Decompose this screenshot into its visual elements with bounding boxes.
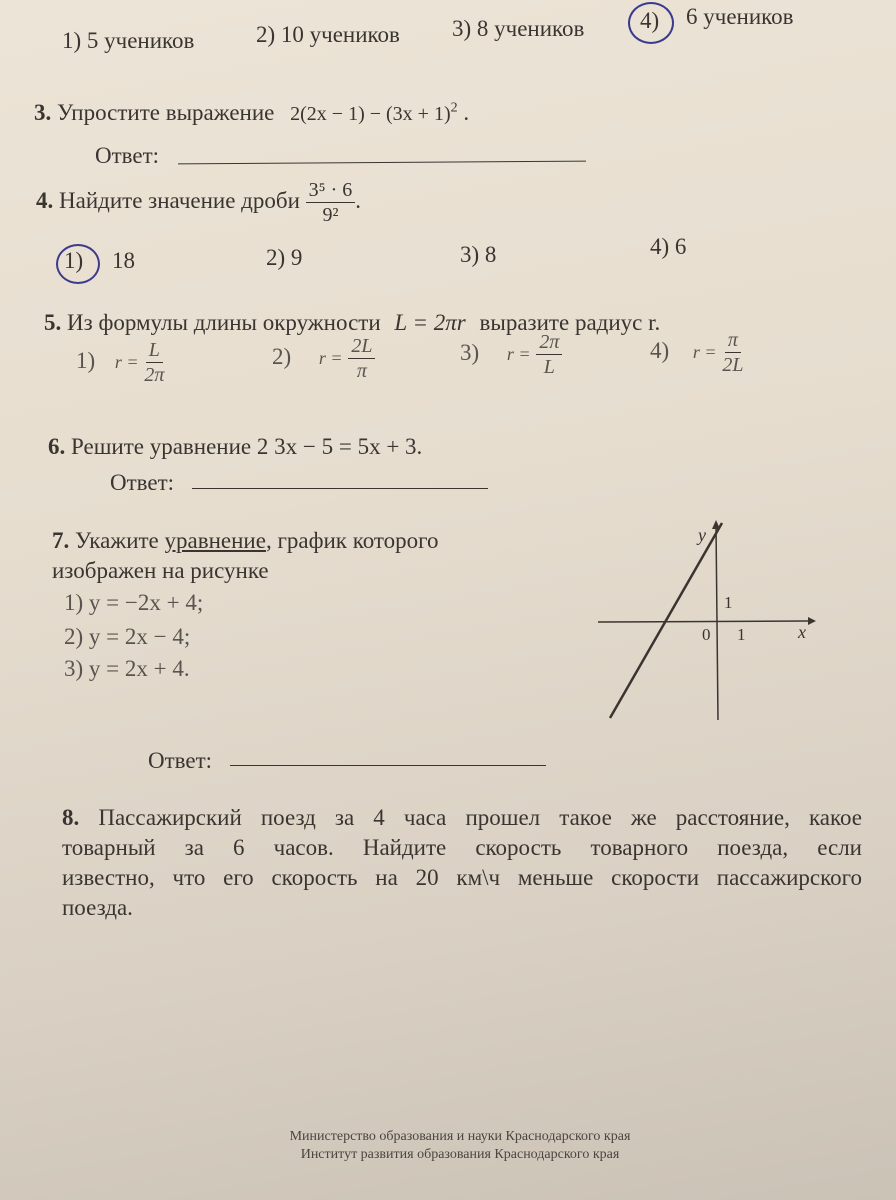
footer-line: Институт развития образования Краснодарского края xyxy=(300,1147,620,1162)
x-axis xyxy=(598,621,808,622)
numerator: L xyxy=(146,338,163,363)
q4-option-3: 3) 8 xyxy=(460,242,497,267)
x-axis-arrow-icon xyxy=(808,617,816,625)
answer-line[interactable] xyxy=(178,161,586,165)
y-tick-label: 1 xyxy=(724,593,733,612)
q7-option-3: 3) y = 2x + 4. xyxy=(64,656,190,681)
question-text: Упростите выражение xyxy=(57,100,275,125)
answer-label: Ответ: xyxy=(95,143,160,168)
function-line xyxy=(610,523,722,718)
q4-option-1-label: 1) xyxy=(64,248,84,273)
question-text-cont: , график которого xyxy=(265,528,439,553)
question-text: Из формулы длины окружности xyxy=(67,310,381,335)
option-label: 2) xyxy=(272,343,292,369)
question-5 xyxy=(44,310,660,336)
answer-line[interactable] xyxy=(192,488,488,489)
option-label: 3) xyxy=(460,339,480,365)
question-number: 7. xyxy=(52,528,70,553)
q5-option-2 xyxy=(272,334,375,383)
question-number: 5. xyxy=(44,310,62,335)
pen-circle-mark xyxy=(628,2,674,44)
fraction xyxy=(144,338,164,387)
y-axis-label: y xyxy=(698,525,706,545)
question-number: 6. xyxy=(48,434,66,459)
numerator: 2L xyxy=(348,334,375,359)
question-line: известно, что его скорость на 20 км\ч меньше скорости пассажирского xyxy=(62,865,862,890)
q7-option-1: 1) y = −2x + 4; xyxy=(64,590,204,615)
x-tick-label: 1 xyxy=(737,625,746,644)
question-number: 4. xyxy=(36,187,54,213)
denominator: 2π xyxy=(144,364,165,386)
x-axis-label: x xyxy=(798,622,806,642)
fraction xyxy=(348,334,375,383)
q4-option-4: 4) 6 xyxy=(650,234,687,259)
q2-option-1: 1) 5 учеников xyxy=(62,28,195,53)
question-number: 8. xyxy=(62,805,80,830)
q4-option-2: 2) 9 xyxy=(266,245,303,270)
lhs: r = xyxy=(506,343,531,364)
numerator: 3⁵ · 6 xyxy=(306,178,356,203)
fraction xyxy=(722,328,743,377)
q2-option-4-text: 6 учеников xyxy=(686,4,794,29)
formula: L = 2πr xyxy=(394,310,466,335)
question-7 xyxy=(52,528,439,554)
question-text: Решите уравнение 2 3x − 5 = 5x + 3. xyxy=(71,434,423,459)
option-label: 1) xyxy=(76,347,96,373)
question-text-end: выразите радиус r. xyxy=(479,310,661,335)
question-text: Найдите значение дроби xyxy=(59,187,300,213)
lhs: r = xyxy=(692,341,717,362)
q2-option-4-label: 4) xyxy=(640,8,660,33)
period: . xyxy=(463,100,470,125)
q2-option-3: 3) 8 учеников xyxy=(452,16,585,41)
lhs: r = xyxy=(318,347,343,368)
q5-option-3 xyxy=(460,330,562,379)
exponent: 2 xyxy=(450,100,458,116)
question-6 xyxy=(48,434,422,460)
underlined-word: уравнение xyxy=(164,528,266,553)
question-4 xyxy=(36,178,361,227)
denominator: L xyxy=(543,356,555,378)
question-line: товарный за 6 часов. Найдите скорость товарного поезда, если xyxy=(62,835,862,860)
question-number: 3. xyxy=(34,100,52,125)
denominator: 9² xyxy=(322,204,339,226)
footer-line: Министерство образования и науки Краснодарского края xyxy=(289,1129,631,1144)
line-graph xyxy=(590,515,830,730)
q4-option-1-value: 18 xyxy=(112,248,135,273)
question-8 xyxy=(62,803,862,923)
q5-option-1 xyxy=(76,338,164,387)
answer-label: Ответ: xyxy=(148,748,213,773)
question-7-line2: изображен на рисунке xyxy=(52,558,269,583)
fraction xyxy=(306,178,356,227)
q5-option-4 xyxy=(650,328,743,377)
answer-line[interactable] xyxy=(230,765,546,766)
y-axis xyxy=(716,525,718,720)
question-3 xyxy=(34,100,469,126)
option-label: 4) xyxy=(650,337,670,363)
question-line: поезда. xyxy=(62,895,133,920)
denominator: π xyxy=(356,360,367,382)
question-line: Пассажирский поезд за 4 часа прошел такое же расстояние, какое xyxy=(98,805,862,830)
origin-label: 0 xyxy=(702,625,711,644)
q7-option-2: 2) y = 2x − 4; xyxy=(64,624,191,649)
question-text: Укажите xyxy=(75,528,159,553)
expression: 2(2x − 1) − (3x + 1) xyxy=(290,103,451,125)
numerator: π xyxy=(725,328,741,353)
q2-option-2: 2) 10 учеников xyxy=(256,22,400,47)
lhs: r = xyxy=(114,351,139,372)
pen-circle-mark xyxy=(56,244,100,284)
fraction xyxy=(536,330,562,379)
period: . xyxy=(355,187,362,213)
footer xyxy=(250,1128,670,1164)
denominator: 2L xyxy=(722,354,744,376)
answer-label: Ответ: xyxy=(110,470,175,495)
numerator: 2π xyxy=(536,330,562,355)
